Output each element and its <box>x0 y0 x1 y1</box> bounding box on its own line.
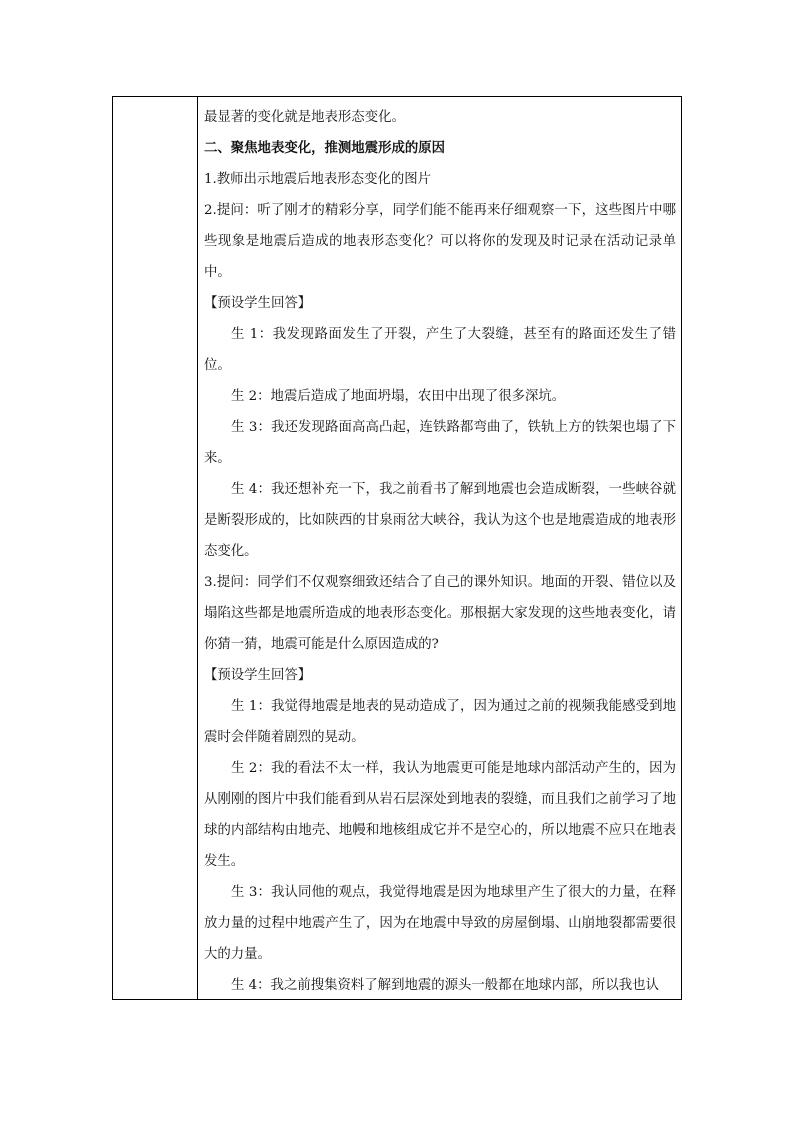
student-answer: 生 2：地震后造成了地面坍塌，农田中出现了很多深坑。 <box>231 389 566 404</box>
student-answer: 生 3：我认同他的观点，我觉得地震是因为地球里产生了很大的力量，在释放力量的过程中地震产生了，因为在地震中导致的房屋倒塌、山崩地裂都需要很大的力量。 <box>204 885 676 962</box>
lesson-table <box>112 96 682 1000</box>
paragraph: 3.提问：同学们不仅观察细致还结合了自己的课外知识。地面的开裂、错位以及塌陷这些都是地震所造成的地表形态变化。那根据大家发现的这些地表变化，请你猜一猜，地震可能是什么原因造成的? <box>204 575 676 652</box>
student-answer: 生 1：我发现路面发生了开裂，产生了大裂缝，甚至有的路面还发生了错位。 <box>204 327 676 373</box>
student-answer: 生 4：我之前搜集资料了解到地震的源头一般都在地球内部，所以我也认 <box>231 978 659 993</box>
student-answer: 生 1：我觉得地震是地表的晃动造成了，因为通过之前的视频我能感受到地震时会伴随着剧烈的晃动。 <box>204 699 676 745</box>
answer-label: 【预设学生回答】 <box>204 668 312 683</box>
answer-label: 【预设学生回答】 <box>204 296 312 311</box>
student-answer: 生 3：我还发现路面高高凸起，连铁路都弯曲了，铁轨上方的铁架也塌了下来。 <box>204 420 676 466</box>
section-heading: 二、聚焦地表变化，推测地震形成的原因 <box>204 140 446 156</box>
student-answer: 生 2：我的看法不太一样，我认为地震更可能是地球内部活动产生的，因为从刚刚的图片中我们能看到从岩石层深处到地表的裂缝，而且我们之前学习了地球的内部结构由地壳、地幔和地核组成它并不是空心的，所以地震不应只在地表发生。 <box>204 761 676 869</box>
content-cell <box>198 97 681 999</box>
student-answer: 生 4：我还想补充一下，我之前看书了解到地震也会造成断裂，一些峡谷就是断裂形成的，比如陕西的甘泉雨岔大峡谷，我认为这个也是地震造成的地表形态变化。 <box>204 482 676 559</box>
paragraph: 2.提问：听了刚才的精彩分享，同学们能不能再来仔细观察一下，这些图片中哪些现象是地震后造成的地表形态变化？可以将你的发现及时记录在活动记录单中。 <box>204 203 676 280</box>
left-column-cell <box>113 97 197 999</box>
paragraph: 最显著的变化就是地表形态变化。 <box>204 110 405 125</box>
paragraph: 1.教师出示地震后地表形态变化的图片 <box>204 172 432 187</box>
